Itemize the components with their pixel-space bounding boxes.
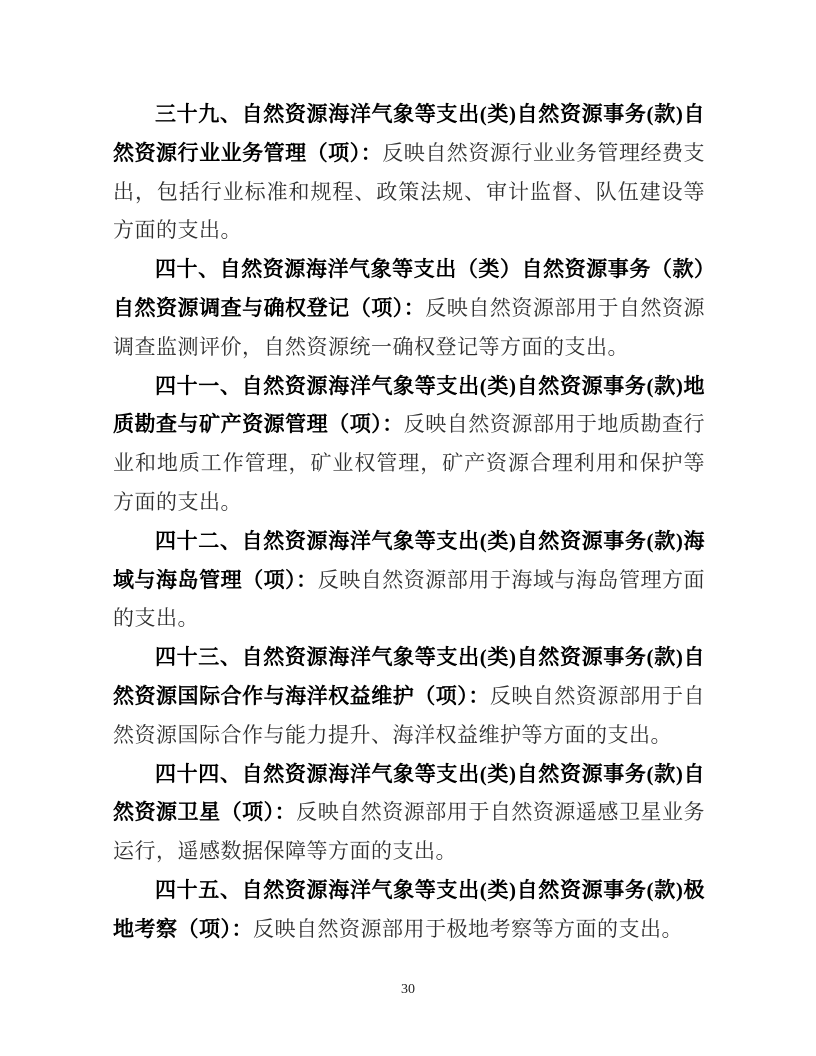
- clause-heading: 三十九、自然资源海洋气象等支出(类)自然资源事务(款)自然资源行业业务管理（项）：: [113, 102, 705, 165]
- clause-paragraph-41: [113, 367, 705, 522]
- clause-paragraph-45: [113, 871, 705, 949]
- clause-body: 反映自然资源部用于海域与海岛管理方面的支出。: [113, 567, 706, 631]
- clause-heading: 四十、自然资源海洋气象等支出（类）自然资源事务（款）自然资源调查与确权登记（项）：: [113, 257, 705, 320]
- page-footer: [0, 980, 816, 998]
- clause-body: 反映自然资源部用于地质勘查行业和地质工作管理，矿业权管理，矿产资源合理利用和保护等方面的支出。: [113, 412, 706, 514]
- clause-body: 反映自然资源部用于自然资源国际合作与能力提升、海洋权益维护等方面的支出。: [113, 683, 706, 747]
- clause-body: 反映自然资源部用于自然资源调查监测评价，自然资源统一确权登记等方面的支出。: [113, 295, 706, 359]
- clause-paragraph-44: [113, 755, 705, 871]
- clause-paragraph-43: [113, 638, 705, 754]
- clause-heading: 四十四、自然资源海洋气象等支出(类)自然资源事务(款)自然资源卫星（项）：: [113, 761, 705, 825]
- clause-paragraph-39: [113, 95, 705, 250]
- clause-body: 反映自然资源部用于极地考察等方面的支出。: [253, 916, 683, 941]
- clause-paragraph-40: [113, 250, 705, 366]
- clause-heading: 四十三、自然资源海洋气象等支出(类)自然资源事务(款)自然资源国际合作与海洋权益维护（项）：: [113, 645, 705, 708]
- clause-heading: 四十一、自然资源海洋气象等支出(类)自然资源事务(款)地质勘查与矿产资源管理（项）：: [113, 373, 705, 437]
- clause-heading: 四十二、自然资源海洋气象等支出(类)自然资源事务(款)海域与海岛管理（项）：: [113, 528, 705, 592]
- clause-body: 反映自然资源部用于自然资源遥感卫星业务运行，遥感数据保障等方面的支出。: [113, 800, 706, 864]
- clause-body: 反映自然资源行业业务管理经费支出，包括行业标准和规程、政策法规、审计监督、队伍建设等方面的支出。: [113, 140, 706, 243]
- document-body: [113, 95, 705, 949]
- clause-heading: 四十五、自然资源海洋气象等支出(类)自然资源事务(款)极地考察（项）：: [113, 877, 705, 941]
- page-number: 30: [401, 982, 415, 997]
- clause-paragraph-42: [113, 522, 705, 638]
